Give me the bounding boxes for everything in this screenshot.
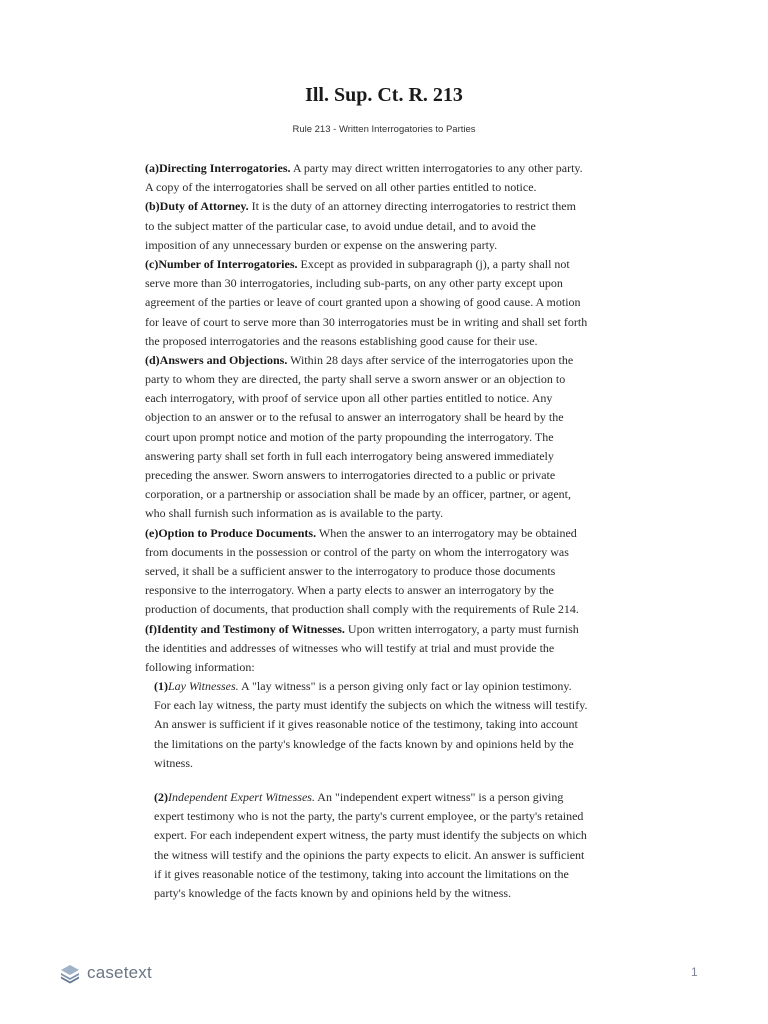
section-e-label: (e)Option to Produce Documents. bbox=[145, 525, 317, 540]
subsection-gap bbox=[145, 773, 640, 788]
section-d-line-9: who shall furnish such information as is available to the party. bbox=[145, 506, 444, 521]
section-f-text: Upon written interrogatory, a party must furnish bbox=[344, 621, 579, 636]
section-c-line-3: agreement of the parties or leave of court granted upon a showing of good cause. A motion bbox=[145, 295, 581, 310]
section-d-line-5: court upon prompt notice and motion of the party propounding the interrogatory. The bbox=[145, 429, 554, 444]
section-d-line-2: party to whom they are directed, the party shall serve a sworn answer or an objection to bbox=[145, 372, 566, 387]
section-b-label: (b)Duty of Attorney. bbox=[145, 199, 249, 214]
section-e-line-1 bbox=[145, 524, 640, 543]
section-d bbox=[145, 351, 640, 524]
section-f1-line-1 bbox=[154, 677, 640, 696]
section-a-line-2: A copy of the interrogatories shall be served on all other parties entitled to notice. bbox=[145, 180, 537, 195]
section-c-label: (c)Number of Interrogatories. bbox=[145, 256, 298, 271]
section-f1-line-3: An answer is sufficient if it gives reasonable notice of the testimony, taking into account bbox=[154, 717, 578, 732]
section-f2-heading: Independent Expert Witnesses. bbox=[168, 790, 315, 804]
section-c bbox=[145, 255, 640, 351]
section-f1-line-4: the limitations on the party's knowledge of the facts known by and opinions held by the bbox=[154, 736, 574, 751]
section-f-line-3: following information: bbox=[145, 659, 255, 674]
section-f1-heading: Lay Witnesses. bbox=[168, 679, 239, 694]
section-a bbox=[145, 159, 640, 197]
section-f-label: (f)Identity and Testimony of Witnesses. bbox=[145, 621, 345, 636]
section-d-line-6: answering party shall set forth in full each interrogatory being answered immediately bbox=[145, 448, 554, 463]
section-d-label: (d)Answers and Objections. bbox=[145, 352, 288, 367]
section-d-line-4: objection to an answer or to the refusal to answer an interrogatory shall be heard by the bbox=[145, 410, 564, 425]
section-b-text: It is the duty of an attorney directing interrogatories to restrict them bbox=[248, 199, 576, 214]
rule-body bbox=[145, 159, 640, 903]
section-e-text: When the answer to an interrogatory may be obtained bbox=[316, 525, 577, 540]
section-a-text: A party may direct written interrogatories to any other party. bbox=[290, 161, 583, 175]
section-f1-label: (1) bbox=[154, 679, 168, 694]
section-e bbox=[145, 524, 640, 620]
section-f1-text: A "lay witness" is a person giving only fact or lay opinion testimony. bbox=[238, 679, 572, 694]
section-f bbox=[145, 620, 640, 678]
section-d-line-1 bbox=[145, 351, 640, 370]
section-f-line-1 bbox=[145, 620, 640, 639]
section-b-line-3: imposition of any unnecessary burden or expense on the answering party. bbox=[145, 237, 498, 252]
page-title: Ill. Sup. Ct. R. 213 bbox=[305, 84, 463, 106]
section-a-line-1 bbox=[145, 159, 640, 178]
section-e-line-5: production of documents, that production shall comply with the requirements of Rule 214. bbox=[145, 602, 579, 617]
section-f2-text: An "independent expert witness" is a person giving bbox=[314, 790, 564, 804]
section-b-line-2: to the subject matter of the particular case, to avoid undue detail, and to avoid the bbox=[145, 218, 536, 233]
section-f1-line-5: witness. bbox=[154, 755, 193, 770]
section-b bbox=[145, 197, 640, 255]
section-f1-line-2: For each lay witness, the party must identify the subjects on which the witness will testify. bbox=[154, 698, 588, 713]
section-f2-line-5: if it gives reasonable notice of the testimony, taking into account the limitations on the bbox=[154, 866, 569, 881]
page-subtitle: Rule 213 - Written Interrogatories to Parties bbox=[292, 124, 476, 135]
section-c-line-5: the proposed interrogatories and the reasons establishing good cause for their use. bbox=[145, 333, 538, 348]
section-c-line-1 bbox=[145, 255, 640, 274]
section-f1 bbox=[145, 677, 640, 773]
section-d-line-3: each interrogatory, with proof of service upon all other parties entitled to notice. Any bbox=[145, 391, 553, 406]
section-e-line-4: responsive to the interrogatory. When a party elects to answer an interrogatory by the bbox=[145, 583, 554, 598]
section-f2-line-4: the witness will testify and the opinions the party expects to elicit. An answer is sufficient bbox=[154, 847, 585, 862]
section-f2-label: (2) bbox=[154, 790, 168, 804]
section-f2-line-6: party's knowledge of the facts known by and opinions held by the witness. bbox=[154, 885, 512, 900]
casetext-stack-icon bbox=[59, 962, 81, 984]
section-d-text: Within 28 days after service of the interrogatories upon the bbox=[287, 352, 574, 367]
section-a-label: (a)Directing Interrogatories. bbox=[145, 161, 291, 175]
section-c-line-2: serve more than 30 interrogatories, including sub-parts, on any other party except upon bbox=[145, 276, 563, 291]
section-b-line-1 bbox=[145, 197, 640, 216]
section-f2-line-1 bbox=[154, 788, 640, 807]
section-f-line-2: the identities and addresses of witnesses who will testify at trial and must provide the bbox=[145, 640, 555, 655]
casetext-logo-text: casetext bbox=[87, 963, 152, 982]
section-e-line-2: from documents in the possession or control of the party on whom the interrogatory was bbox=[145, 544, 569, 559]
section-e-line-3: served, it shall be a sufficient answer to the interrogatory to produce those documents bbox=[145, 563, 556, 578]
section-c-line-4: for leave of court to serve more than 30 interrogatories must be in writing and shall set forth bbox=[145, 314, 588, 329]
section-d-line-7: preceding the answer. Sworn answers to interrogatories directed to a public or private bbox=[145, 468, 556, 482]
casetext-logo[interactable] bbox=[59, 961, 152, 985]
section-c-text: Except as provided in subparagraph (j), a party shall not bbox=[297, 256, 570, 271]
section-f2-line-3: expert. For each independent expert witness, the party must identify the subjects on which bbox=[154, 828, 587, 843]
page-number: 1 bbox=[691, 965, 698, 979]
section-d-line-8: corporation, or a partnership or association shall be made by an officer, partner, or agent, bbox=[145, 487, 571, 502]
section-f2 bbox=[145, 788, 640, 903]
section-f2-line-2: expert testimony who is not the party, the party's current employee, or the party's retained bbox=[154, 809, 584, 824]
